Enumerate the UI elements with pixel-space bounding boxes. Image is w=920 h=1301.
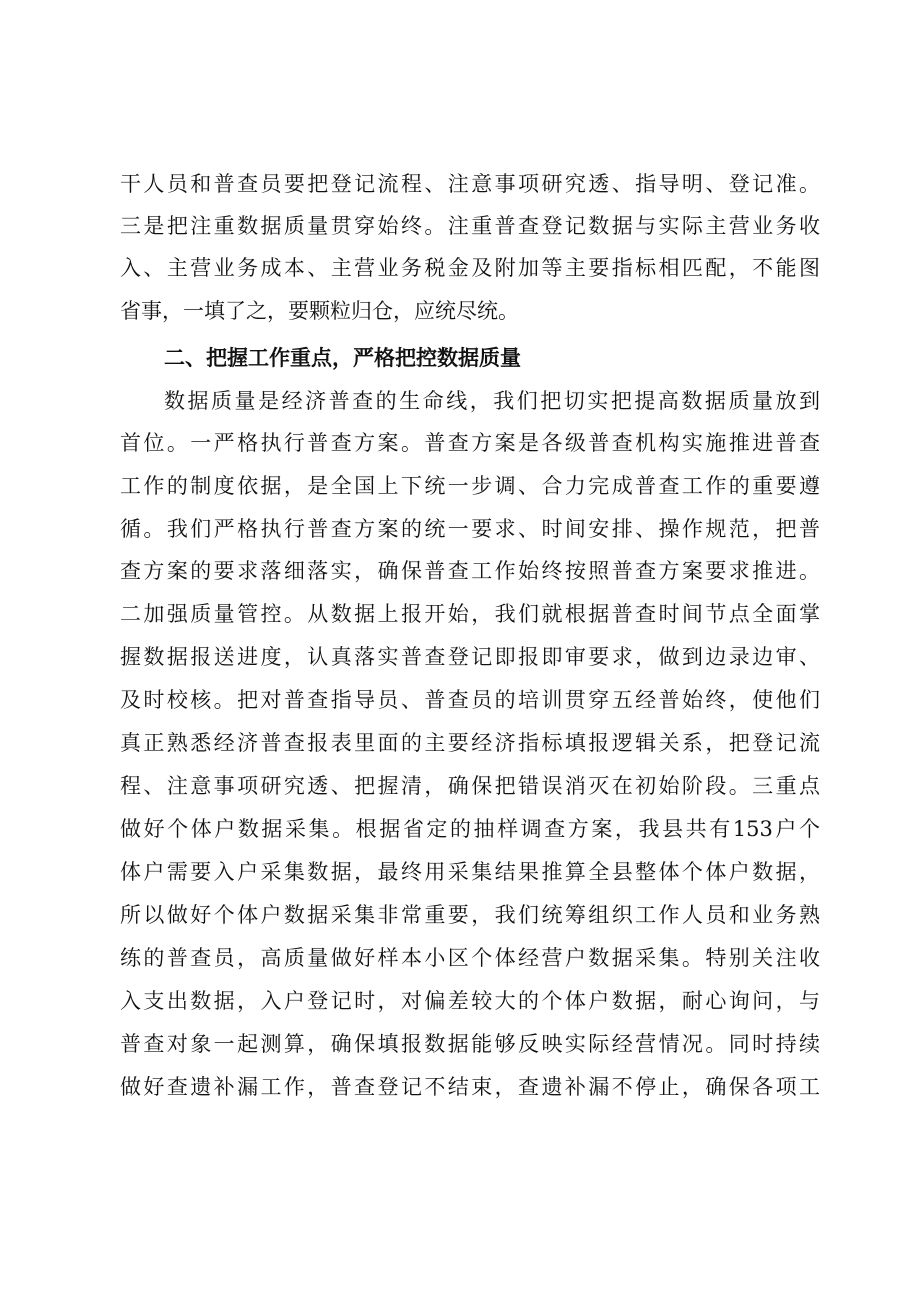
paragraph-2-line-1: 数据质量是经济普查的生命线，我们把切实把提高数据质量放到 <box>164 389 820 413</box>
paragraph-2-line-6: 二加强质量管控。从数据上报开始，我们就根据普查时间节点全面掌 <box>120 602 820 626</box>
paragraph-1-line-3: 入、主营业务成本、主营业务税金及附加等主要指标相匹配，不能图 <box>120 256 820 280</box>
paragraph-2-line-12: 体户需要入户采集数据，最终用采集结果推算全县整体个体户数据， <box>120 860 820 884</box>
paragraph-2-line-17: 做好查遗补漏工作，普查登记不结束，查遗补漏不停止，确保各项工 <box>120 1075 820 1099</box>
paragraph-2-line-2: 首位。一严格执行普查方案。普查方案是各级普查机构实施推进普查 <box>120 431 820 455</box>
section-heading: 二、把握工作重点，严格把控数据质量 <box>164 346 521 370</box>
paragraph-1-line-4: 省事，一填了之，要颗粒归仓，应统尽统。 <box>120 299 519 323</box>
paragraph-2-line-5: 查方案的要求落细落实，确保普查工作始终按照普查方案要求推进。 <box>120 559 820 583</box>
paragraph-2-line-16: 普查对象一起测算，确保填报数据能够反映实际经营情况。同时持续 <box>120 1032 820 1056</box>
paragraph-2-line-7: 握数据报送进度，认真落实普查登记即报即审要求，做到边录边审、 <box>120 645 820 669</box>
paragraph-2-line-3: 工作的制度依据，是全国上下统一步调、合力完成普查工作的重要遵 <box>120 474 820 498</box>
paragraph-2-line-15: 入支出数据，入户登记时，对偏差较大的个体户数据，耐心询问，与 <box>120 989 820 1013</box>
paragraph-2-line-13: 所以做好个体户数据采集非常重要，我们统筹组织工作人员和业务熟 <box>120 903 820 927</box>
paragraph-2-line-4: 循。我们严格执行普查方案的统一要求、时间安排、操作规范，把普 <box>120 517 820 541</box>
paragraph-2-line-11: 做好个体户数据采集。根据省定的抽样调查方案，我县共有153户个 <box>120 817 820 841</box>
paragraph-1-line-2: 三是把注重数据质量贯穿始终。注重普查登记数据与实际主营业务收 <box>120 214 820 238</box>
paragraph-1-line-1: 干人员和普查员要把登记流程、注意事项研究透、指导明、登记准。 <box>120 172 820 196</box>
paragraph-2-line-8: 及时校核。把对普查指导员、普查员的培训贯穿五经普始终，使他们 <box>120 688 820 712</box>
paragraph-2-line-9: 真正熟悉经济普查报表里面的主要经济指标填报逻辑关系，把登记流 <box>120 731 820 755</box>
paragraph-2-line-14: 练的普查员，高质量做好样本小区个体经营户数据采集。特别关注收 <box>120 946 820 970</box>
paragraph-2-line-10: 程、注意事项研究透、把握清，确保把错误消灭在初始阶段。三重点 <box>120 774 820 798</box>
